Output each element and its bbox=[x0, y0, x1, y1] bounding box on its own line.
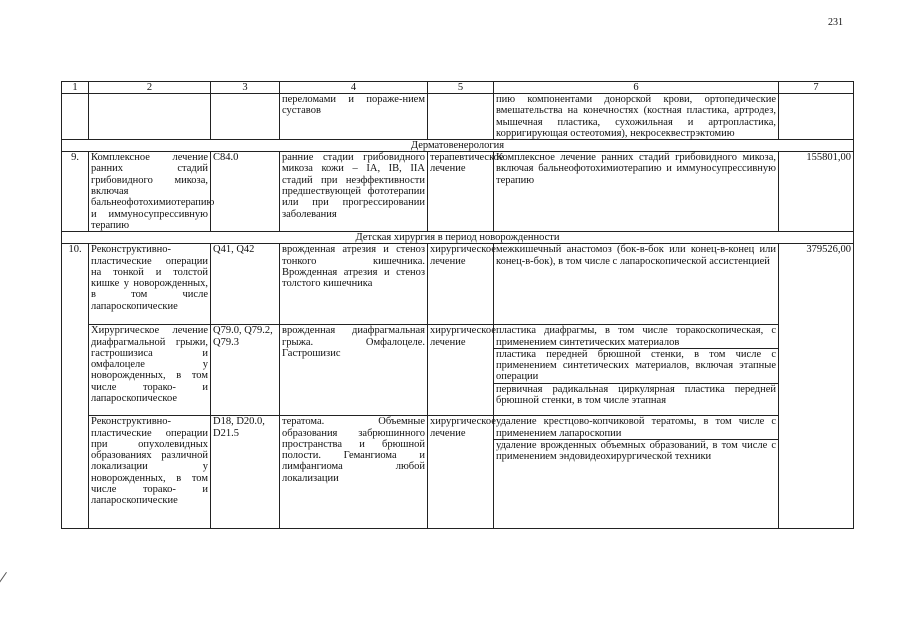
row-number: 9. bbox=[62, 152, 89, 232]
section-row bbox=[62, 140, 854, 152]
table-row bbox=[62, 244, 854, 325]
method-item: пластика диафрагмы, в том числе торакоскопическая, с применением синтетических материалов bbox=[496, 325, 776, 348]
table-row bbox=[62, 325, 854, 416]
treatment-method-cell bbox=[494, 416, 779, 529]
section-title: Детская хирургия в период новорожденности bbox=[62, 232, 854, 244]
table-row bbox=[62, 152, 854, 232]
section-title: Дерматовенерология bbox=[62, 140, 854, 152]
care-name-cell: Комплексное лечение ранних стадий грибовидного микоза, включая бальнеофотохимиотерапию и иммуносупрессивную терапию bbox=[89, 152, 211, 232]
column-number: 4 bbox=[280, 82, 428, 94]
column-number-row bbox=[62, 82, 854, 94]
treatment-type-cell: хирургическое лечение bbox=[428, 416, 494, 529]
patient-model-cell: тератома. Объемные образования забрюшинного пространства и брюшной полости. Гемангиома и лимфангиома любой локализации bbox=[280, 416, 428, 529]
column-number: 1 bbox=[62, 82, 89, 94]
table-row bbox=[62, 416, 854, 529]
patient-model-cell: врожденная атрезия и стеноз тонкого кишечника. Врожденная атрезия и стеноз толстого кишечника bbox=[280, 244, 428, 325]
method-item: удаление врожденных объемных образований, в том числе с применением эндовидеохирургической техники bbox=[496, 439, 776, 463]
row-number: 10. bbox=[62, 244, 89, 529]
method-item: пластика передней брюшной стенки, в том числе с применением синтетических материалов, включая этапные операции bbox=[496, 348, 776, 383]
continuation-row bbox=[62, 94, 854, 140]
standard-cost-cell: 379526,00 bbox=[779, 244, 854, 529]
care-name-cell: Реконструктивно-пластические операции на тонкой и толстой кишке у новорожденных, в том числе лапароскопические bbox=[89, 244, 211, 325]
column-number: 6 bbox=[494, 82, 779, 94]
method-item: удаление крестцово-копчиковой тератомы, в том числе с применением лапароскопии bbox=[496, 416, 776, 439]
column-number: 7 bbox=[779, 82, 854, 94]
scan-mark bbox=[0, 572, 7, 584]
column-number: 5 bbox=[428, 82, 494, 94]
patient-model-cell: врожденная диафрагмальная грыжа. Омфалоцеле. Гастрошизис bbox=[280, 325, 428, 416]
column-number: 2 bbox=[89, 82, 211, 94]
treatment-type-cell: хирургическое лечение bbox=[428, 244, 494, 325]
page-number: 231 bbox=[828, 17, 843, 28]
care-name-cell: Хирургическое лечение диафрагмальной грыжи, гастрошизиса и омфалоцеле у новорожденных, в том числе торако- и лапароскопическое bbox=[89, 325, 211, 416]
care-name-cell: Реконструктивно-пластические операции при опухолевидных образованиях различной локализации у новорожденных, в том числе торако- и лапароскопические bbox=[89, 416, 211, 529]
treatment-method-cell: пию компонентами донорской крови, ортопедические вмешательства на конечностях (костная пластика, артродез, мышечная пластика, сухожильная и артропластика, корригирующая остеотомия), некросеквестрэктомию bbox=[494, 94, 779, 140]
treatment-method-cell bbox=[494, 325, 779, 416]
standard-cost-cell: 155801,00 bbox=[779, 152, 854, 232]
method-item: первичная радикальная циркулярная пластика передней брюшной стенки, в том числе этапная bbox=[496, 383, 776, 407]
column-number: 3 bbox=[211, 82, 280, 94]
treatment-method-cell: межкишечный анастомоз (бок-в-бок или конец-в-конец или конец-в-бок), в том числе с лапароскопической ассистенцией bbox=[494, 244, 779, 325]
treatment-type-cell: терапевтическое лечение bbox=[428, 152, 494, 232]
treatment-type-cell: хирургическое лечение bbox=[428, 325, 494, 416]
icd-code-cell: Q41, Q42 bbox=[211, 244, 280, 325]
icd-code-cell: D18, D20.0, D21.5 bbox=[211, 416, 280, 529]
icd-code-cell: Q79.0, Q79.2, Q79.3 bbox=[211, 325, 280, 416]
medical-care-table bbox=[61, 81, 854, 529]
icd-code-cell: С84.0 bbox=[211, 152, 280, 232]
patient-model-cell: ранние стадии грибовидного микоза кожи – IA, IB, IIA стадий при неэффективности предшествующей фототерапии или при прогрессировании заболевания bbox=[280, 152, 428, 232]
treatment-method-cell: Комплексное лечение ранних стадий грибовидного микоза, включая бальнеофотохимиотерапию и иммуносупрессивную терапию bbox=[494, 152, 779, 232]
section-row bbox=[62, 232, 854, 244]
patient-model-cell: переломами и пораже-нием суставов bbox=[280, 94, 428, 140]
